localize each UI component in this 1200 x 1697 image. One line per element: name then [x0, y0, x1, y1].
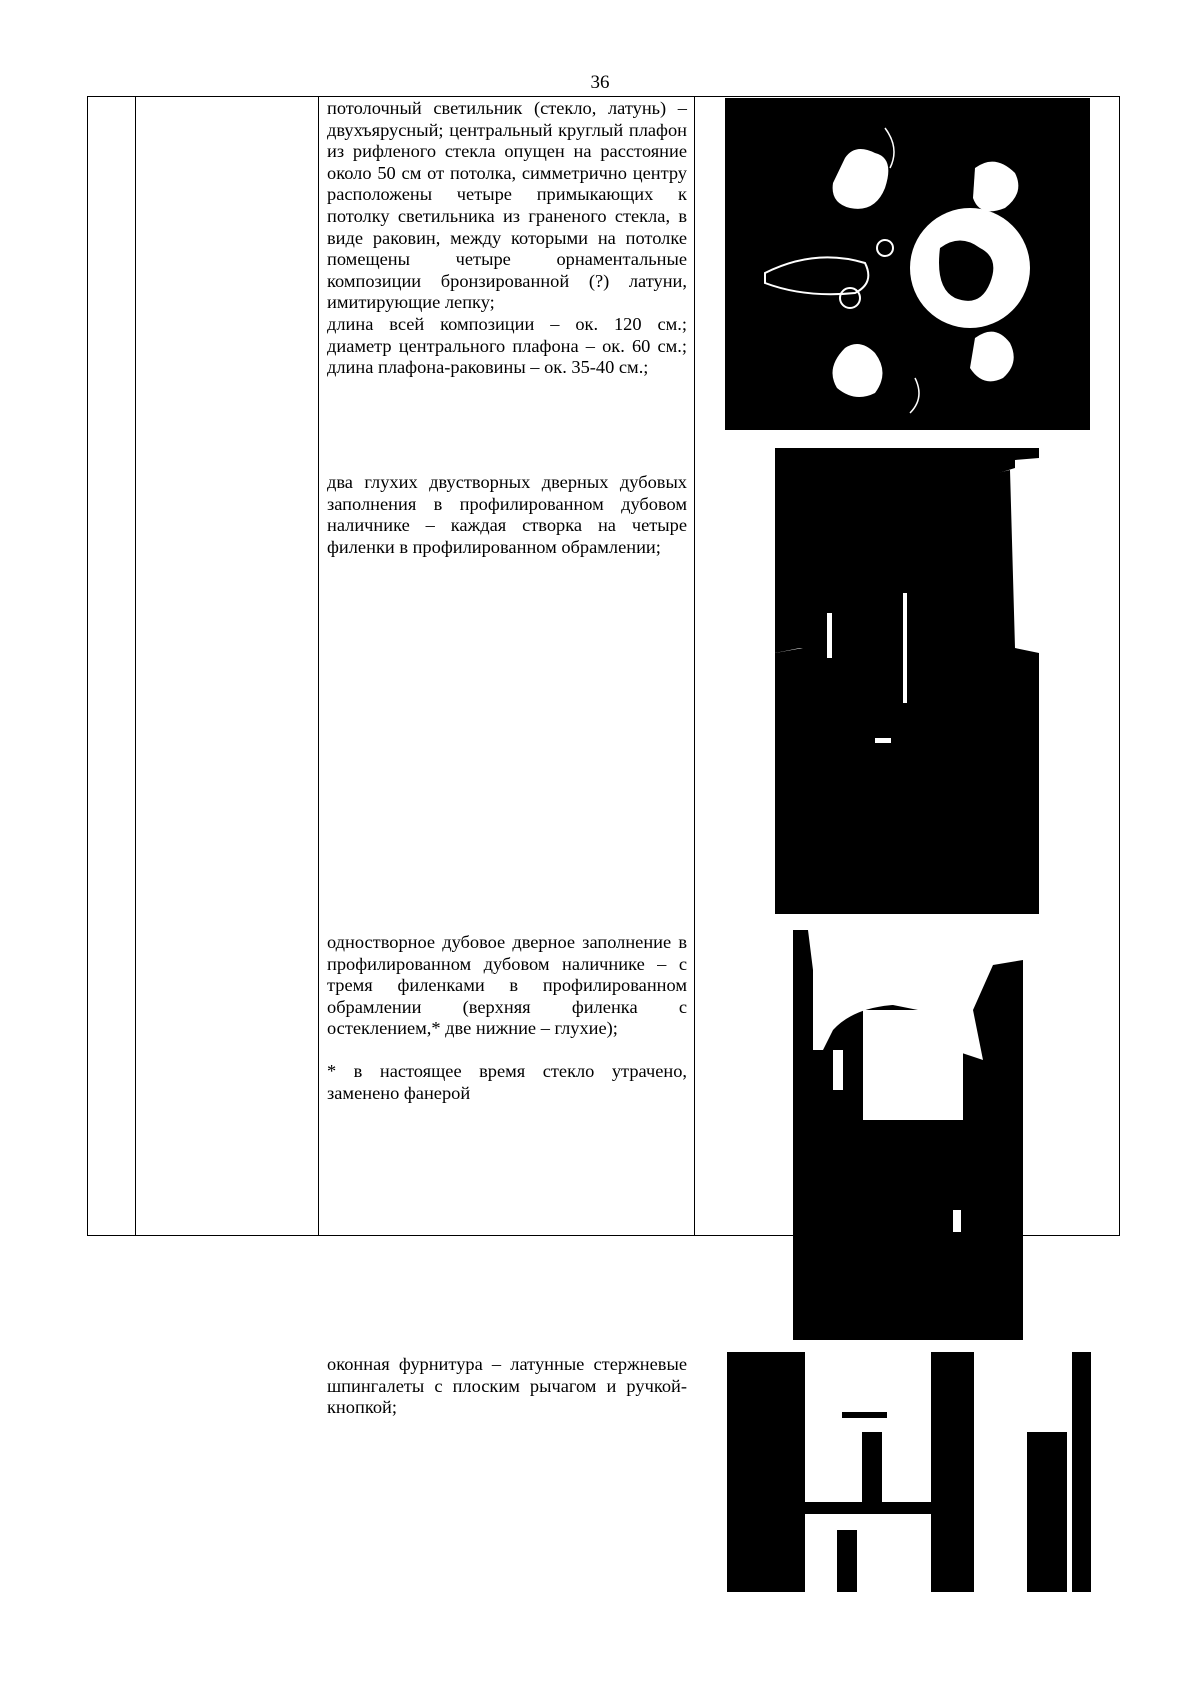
entry-window-fittings — [327, 1354, 687, 1419]
photo-window-fittings — [727, 1352, 1091, 1592]
espagnolette-bolt — [1052, 1452, 1067, 1482]
entry-paragraph: два глухих двустворных дверных дубовых заполнения в профилированном дубовом наличнике – каждая створка на четыре филенки в профилированном обрамлении; — [327, 472, 687, 557]
entry-paragraph: длина всей композиции – ок. 120 см.; диаметр центрального плафона – ок. 60 см.; длина плафона-раковины – ок. 35-40 см.; — [327, 313, 687, 378]
fittings-image — [727, 1352, 1091, 1592]
photo-single-door — [793, 930, 1023, 1340]
building-cornice — [842, 1412, 887, 1418]
balcony-rail — [805, 1502, 931, 1514]
column-divider — [694, 97, 695, 1235]
doors-image — [775, 448, 1039, 914]
door-image — [793, 930, 1023, 1340]
lamp-image — [725, 98, 1090, 430]
entry-footnote: * в настоящее время стекло утрачено, заменено фанерой — [327, 1060, 687, 1103]
entry-ceiling-lamp — [327, 98, 687, 379]
entry-single-door — [327, 932, 687, 1104]
entry-paragraph: потолочный светильник (стекло, латунь) – двухъярусный; центральный круглый плафон из рифленого стекла опущен на расстояние около 50 см от потолка, симметрично центру расположены четыре примыкающих к потолку светильника из граненого стекла, в виде раковин, между которыми на потолке помещены четыре орнаментальные композиции бронзированной (?) латуни, имитирующие лепку; — [327, 98, 687, 313]
figure-silhouette — [837, 1530, 857, 1592]
building-window — [862, 1432, 882, 1512]
door-highlight — [827, 613, 832, 658]
door-highlight — [903, 593, 907, 703]
entry-paragraph: одностворное дубовое дверное заполнение в профилированном дубовом наличнике – с тремя филенками в профилированном обрамлении (верхняя филенка с остеклением,* две нижние – глухие); — [327, 932, 687, 1039]
frame-shadow — [958, 1120, 966, 1170]
window-frame — [959, 1352, 974, 1592]
entry-paragraph: оконная фурнитура – латунные стержневые шпингалеты с плоским рычагом и ручкой-кнопкой; — [327, 1354, 687, 1418]
column-divider — [318, 97, 319, 1235]
photo-double-doors — [775, 448, 1039, 914]
photo-ceiling-lamp — [725, 98, 1090, 430]
door-handle — [875, 738, 891, 743]
frame-highlight — [833, 1050, 843, 1090]
entry-double-doors — [327, 472, 687, 558]
upper-panel-plywood — [863, 1010, 963, 1120]
column-divider — [135, 97, 136, 1235]
page-number: 36 — [590, 72, 610, 93]
espagnolette-bolt — [787, 1452, 805, 1482]
door-handle — [953, 1210, 961, 1232]
